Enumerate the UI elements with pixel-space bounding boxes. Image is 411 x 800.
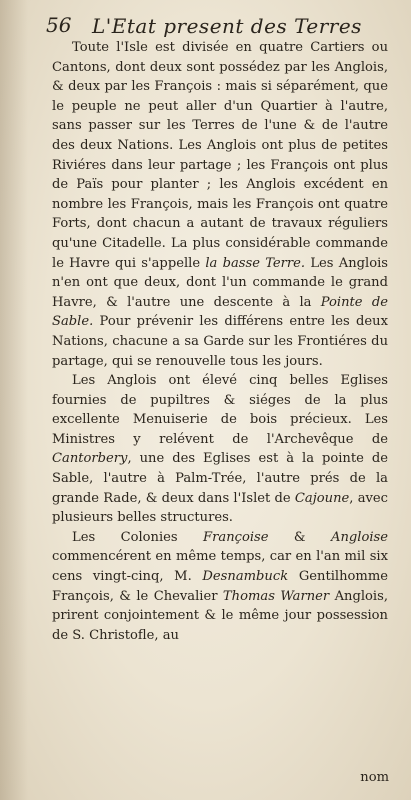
text-segment: Gentilhomme François, & le Chevalier <box>52 569 388 604</box>
text-segment: Les Anglois ont élevé cinq belles Eglises fournies de pupiltres & siéges de la plus excellente Menuiserie de bois précieux. Les Ministres y relévent de l'Archevêque de <box>52 373 388 447</box>
paragraph <box>52 38 388 371</box>
text-segment: Pour prévenir les différens entre les deux Nations, chacune a sa Garde sur les Frontiéres du partage, qui se renouvelle tous les jours. <box>52 314 388 369</box>
running-title: L'Etat present des Terres <box>92 14 362 38</box>
text-segment: commencérent en même temps, car en l'an mil six cens vingt-cinq, M. <box>52 549 388 585</box>
text-segment: , une des Eglises est à la pointe de Sable, l'autre à Palm-Trée, l'autre prés de la grande Rade, & deux dans l'Islet de <box>52 451 388 506</box>
paragraph <box>52 371 388 528</box>
paragraph <box>52 528 388 646</box>
italic-segment: Desnambuck <box>202 569 289 585</box>
italic-segment: Angloise <box>331 529 388 545</box>
text-segment: , avec plusieurs belles structures. <box>52 490 388 526</box>
page-number: 56 <box>46 13 72 37</box>
text-segment: Toute l'Isle est divisée en quatre Cartiers ou Cantons, dont deux sont possédez par les Anglois, & deux par les François : mais si séparément, que le peuple ne peut aller d'un Quartier à l'autre, sans passer sur les Terres de l'une & de l'autre des deux Nations. Les Anglois ont plus de petites Riviéres dans leur partage ; les François ont plus de Païs pour planter ; les Anglois excédent en nombre les François, mais les François ont quatre Forts, dont chacun a autant de travaux réguliers qu'une Citadelle. La plus considérable commande le Havre qui s'appelle <box>52 40 388 271</box>
italic-segment: Pointe de Sable. <box>52 294 388 330</box>
italic-segment: Cantorbery <box>52 451 128 467</box>
text-segment: Les Colonies <box>72 529 204 545</box>
body-text <box>52 38 388 645</box>
italic-segment: la basse Terre. <box>205 255 306 271</box>
catchword: nom <box>360 770 389 785</box>
italic-segment: Françoise <box>203 529 269 545</box>
page-header <box>46 10 376 38</box>
italic-segment: Thomas Warner <box>222 588 330 604</box>
italic-segment: Cajoune <box>294 490 350 506</box>
text-segment: & <box>268 529 331 545</box>
gutter-shadow <box>0 0 28 800</box>
text-segment: Les Anglois n'en ont que deux, dont l'un commande le grand Havre, & l'autre une descente à la <box>52 255 388 310</box>
text-segment: Anglois, prirent conjointement & le même jour possession de S. Christofle, au <box>52 588 388 643</box>
